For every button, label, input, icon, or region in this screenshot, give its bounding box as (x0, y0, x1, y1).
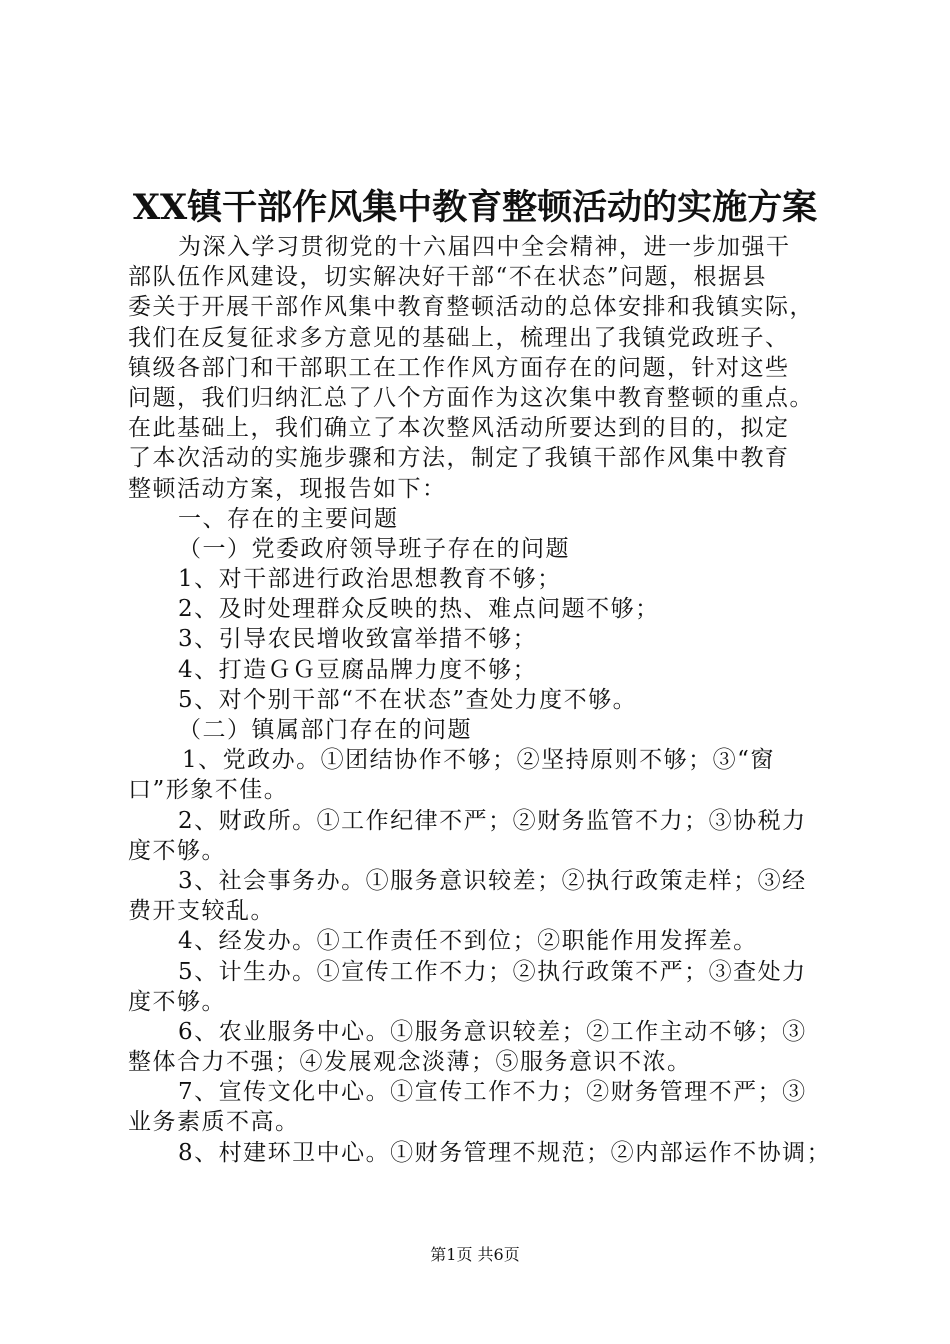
list-item: 1、党政办。①团结协作不够；②坚持原则不够；③“窗 (182, 747, 775, 774)
list-item: 7、宣传文化中心。①宣传工作不力；②财务管理不严；③ (178, 1079, 807, 1106)
list-item: 3、社会事务办。①服务意识较差；②执行政策走样；③经 (178, 867, 807, 894)
section-heading: 一、存在的主要问题 (178, 505, 399, 532)
paragraph-line: 委关于开展干部作风集中教育整顿活动的总体安排和我镇实际， (128, 294, 814, 321)
list-item-continuation: 度不够。 (128, 988, 226, 1015)
paragraph-line: 为深入学习贯彻党的十六届四中全会精神，进一步加强干 (178, 234, 791, 260)
paragraph-line: 部队伍作风建设，切实解决好干部“不在状态”问题，根据县 (128, 264, 768, 291)
page-footer: 第1页 共6页 (430, 1245, 520, 1264)
list-item: 5、计生办。①宣传工作不力；②执行政策不严；③查处力 (178, 958, 807, 985)
list-item: 2、财政所。①工作纪律不严；②财务监管不力；③协税力 (178, 807, 807, 834)
paragraph-line: 了本次活动的实施步骤和方法，制定了我镇干部作风集中教育 (128, 445, 790, 472)
paragraph-line: 整顿活动方案，现报告如下： (128, 475, 447, 502)
list-item: 8、村建环卫中心。①财务管理不规范；②内部运作不协调； (178, 1139, 832, 1166)
list-item-continuation: 口”形象不佳。 (128, 777, 289, 804)
list-item: 1、对干部进行政治思想教育不够； (178, 566, 562, 593)
list-item: 4、打造ＧＧ豆腐品牌力度不够； (178, 656, 538, 683)
list-item-continuation: 整体合力不强；④发展观念淡薄；⑤服务意识不浓。 (128, 1049, 692, 1076)
list-item-continuation: 业务素质不高。 (128, 1109, 300, 1136)
paragraph-line: 我们在反复征求多方意见的基础上，梳理出了我镇党政班子、 (128, 324, 790, 351)
paragraph-line: 镇级各部门和干部职工在工作作风方面存在的问题，针对这些 (128, 354, 790, 381)
document-title: XX镇干部作风集中教育整顿活动的实施方案 (132, 187, 818, 228)
list-item-continuation: 费开支较乱。 (128, 898, 275, 925)
list-item: 4、经发办。①工作责任不到位；②职能作用发挥差。 (178, 928, 758, 955)
subsection-heading: （一）党委政府领导班子存在的问题 (178, 535, 570, 562)
subsection-heading: （二）镇属部门存在的问题 (178, 717, 472, 743)
list-item: 6、农业服务中心。①服务意识较差；②工作主动不够；③ (178, 1018, 807, 1045)
list-item: 3、引导农民增收致富举措不够； (178, 626, 538, 653)
paragraph-line: 问题，我们归纳汇总了八个方面作为这次集中教育整顿的重点。 (128, 384, 814, 411)
list-item: 5、对个别干部“不在状态”查处力度不够。 (178, 686, 638, 713)
list-item-continuation: 度不够。 (128, 837, 226, 864)
list-item: 2、及时处理群众反映的热、难点问题不够； (178, 596, 660, 623)
paragraph-line: 在此基础上，我们确立了本次整风活动所要达到的目的，拟定 (128, 415, 790, 442)
document-body (128, 232, 838, 1168)
